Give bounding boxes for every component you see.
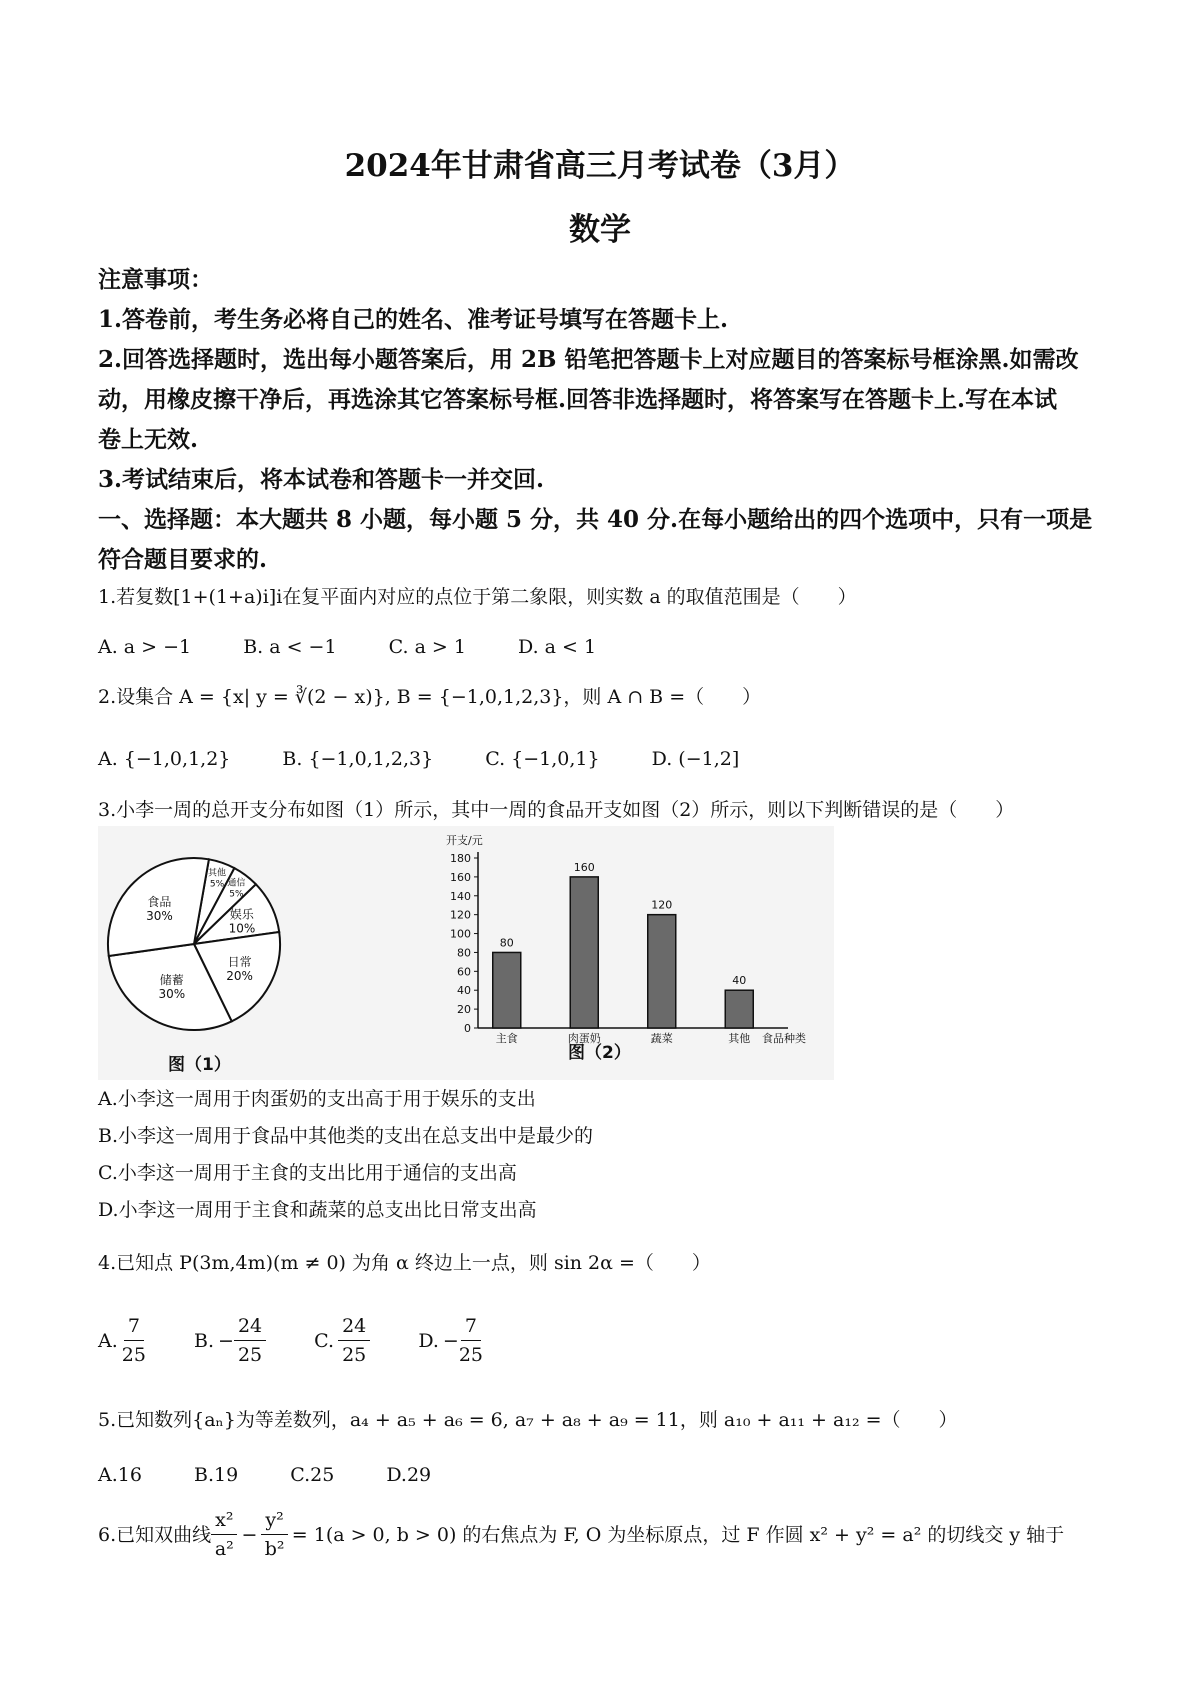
note-item-2-line-2: 动，用橡皮擦干净后，再选涂其它答案标号框.回答非选择题时，将答案写在答题卡上.写在本试 — [98, 386, 1058, 413]
fraction-numerator: 7 — [124, 1312, 144, 1341]
question-4-option-a — [98, 1312, 146, 1369]
question-5-option-a: A.16 — [98, 1464, 142, 1486]
question-2-option-c: C. {−1,0,1} — [485, 748, 600, 770]
question-4-options — [98, 1312, 525, 1369]
bar-y-axis-label: 开支/元 — [446, 834, 483, 847]
option-label: D. — [418, 1329, 439, 1352]
pie-label: 日常 — [227, 955, 252, 970]
fraction-denominator: 25 — [237, 1344, 263, 1366]
option-fraction — [338, 1312, 370, 1369]
question-1-option-b: B. a < −1 — [243, 636, 337, 658]
pie-value-label: 30% — [146, 909, 173, 924]
question-3-option-a: A.小李这一周用于肉蛋奶的支出高于用于娱乐的支出 — [98, 1088, 536, 1110]
question-5-options — [98, 1460, 477, 1490]
bar-value-label: 40 — [732, 974, 747, 988]
bar-y-tick-label: 20 — [457, 1003, 471, 1017]
bar-figure-caption: 图（2） — [568, 1043, 631, 1063]
bar-y-tick-label: 180 — [450, 852, 471, 865]
question-6-fraction-y — [261, 1506, 287, 1563]
bar-category-label: 蔬菜 — [650, 1032, 673, 1045]
question-5-option-b: B.19 — [193, 1464, 239, 1486]
pie-value-label: 30% — [158, 986, 186, 1001]
note-item-2-line-3: 卷上无效. — [98, 426, 199, 453]
question-2-option-a: A. {−1,0,1,2} — [98, 748, 231, 770]
question-6-suffix: = 1(a > 0, b > 0) 的右焦点为 F, O 为坐标原点，过 F 作圆 x² + y² = a² 的切线交 y 轴于 — [291, 1523, 1065, 1546]
bar-1 — [493, 952, 521, 1028]
question-6-stem — [98, 1506, 1108, 1563]
note-item-1: 1.答卷前，考生务必将自己的姓名、准考证号填写在答题卡上. — [98, 306, 729, 333]
fraction-numerator: 24 — [234, 1312, 266, 1341]
question-4-option-b — [194, 1312, 266, 1369]
pie-label: 储蓄 — [159, 972, 184, 987]
section-heading-line-1: 一、选择题：本大题共 8 小题，每小题 5 分，共 40 分.在每小题给出的四个选项中，只有一项是 — [98, 506, 1093, 533]
option-label: C. — [314, 1329, 335, 1352]
question-1-option-a: A. a > −1 — [98, 636, 192, 658]
pie-label: 食品 — [147, 895, 172, 910]
option-label: A. — [98, 1329, 118, 1352]
option-fraction — [122, 1312, 146, 1369]
question-4-stem: 4.已知点 P(3m,4m)(m ≠ 0) 为角 α 终边上一点，则 sin 2α =（ ） — [98, 1252, 711, 1274]
fraction-numerator: y² — [261, 1506, 287, 1535]
question-2-options — [98, 744, 785, 774]
question-3-stem: 3.小李一周的总开支分布如图（1）所示，其中一周的食品开支如图（2）所示，则以下判断错误的是（ ） — [98, 799, 1015, 821]
pie-label: 娱乐 — [229, 907, 254, 922]
question-3-option-b: B.小李这一周用于食品中其他类的支出在总支出中是最少的 — [98, 1125, 594, 1147]
question-2-option-b: B. {−1,0,1,2,3} — [282, 748, 434, 770]
question-1-option-c: C. a > 1 — [388, 636, 466, 658]
pie-figure-caption: 图（1） — [168, 1055, 231, 1075]
question-1-options — [98, 632, 642, 662]
fraction-denominator: 25 — [342, 1344, 367, 1366]
pie-label: 通信 — [227, 878, 246, 889]
fraction-denominator: 25 — [458, 1344, 484, 1366]
option-sign: − — [442, 1329, 459, 1352]
bar-value-label: 120 — [651, 898, 673, 912]
bar-4 — [725, 990, 753, 1028]
option-fraction — [234, 1312, 266, 1369]
bar-y-tick-label: 120 — [450, 908, 471, 922]
pie-value-label: 5% — [229, 889, 244, 900]
bar-y-tick-label: 40 — [457, 984, 471, 998]
bar-y-tick-label: 0 — [464, 1022, 471, 1035]
fraction-numerator: x² — [211, 1506, 237, 1535]
question-5-stem: 5.已知数列{aₙ}为等差数列，a₄ + a₅ + a₆ = 6, a₇ + a₈ + a₉ = 11，则 a₁₀ + a₁₁ + a₁₂ =（ ） — [98, 1409, 958, 1431]
notes-heading: 注意事项： — [98, 266, 213, 293]
option-label: B. — [194, 1329, 215, 1352]
bar-x-axis-label: 食品种类 — [762, 1032, 806, 1045]
bar-category-label: 肉蛋奶 — [567, 1032, 601, 1045]
notes-section — [98, 260, 1108, 580]
bar-category-label: 主食 — [495, 1032, 518, 1045]
bar-3 — [648, 915, 676, 1028]
note-item-3: 3.考试结束后，将本试卷和答题卡一并交回. — [98, 466, 545, 493]
option-sign: − — [218, 1329, 234, 1352]
note-item-2-line-1: 2.回答选择题时，选出每小题答案后，用 2B 铅笔把答题卡上对应题目的答案标号框涂黑.如需改 — [98, 346, 1079, 373]
question-6-minus: − — [241, 1523, 258, 1546]
question-1-stem: 1.若复数[1+(1+a)i]i在复平面内对应的点位于第二象限，则实数 a 的取值范围是（ ） — [98, 586, 857, 608]
bar-y-tick-label: 140 — [450, 889, 471, 903]
question-4-option-c — [314, 1312, 370, 1369]
exam-title: 2024年甘肃省高三月考试卷（3月） — [344, 148, 856, 184]
bar-category-label: 其他 — [728, 1032, 751, 1045]
bar-value-label: 80 — [499, 936, 514, 950]
question-3-option-c: C.小李这一周用于主食的支出比用于通信的支出高 — [98, 1162, 517, 1184]
pie-value-label: 20% — [226, 969, 253, 984]
question-4-option-d — [418, 1312, 483, 1369]
question-6-prefix: 6.已知双曲线 — [98, 1523, 212, 1546]
figure-svg — [98, 826, 834, 1080]
fraction-denominator: 25 — [121, 1344, 146, 1366]
question-2-option-d: D. (−1,2] — [651, 748, 740, 770]
fraction-numerator: 24 — [338, 1312, 370, 1341]
question-2-stem: 2.设集合 A = {x| y = ∛(2 − x)}, B = {−1,0,1,2,3}，则 A ∩ B =（ ） — [98, 686, 762, 708]
section-heading-line-2: 符合题目要求的. — [98, 546, 268, 573]
exam-subject: 数学 — [569, 212, 631, 248]
fraction-denominator: a² — [214, 1538, 234, 1560]
bar-y-tick-label: 100 — [450, 927, 471, 941]
question-3-option-d: D.小李这一周用于主食和蔬菜的总支出比日常支出高 — [98, 1199, 537, 1221]
pie-value-label: 5% — [209, 879, 225, 890]
bar-value-label: 160 — [573, 860, 595, 874]
question-1-option-d: D. a < 1 — [518, 636, 597, 658]
fraction-numerator: 7 — [461, 1312, 481, 1341]
pie-label: 其他 — [207, 868, 227, 879]
question-3-figure — [98, 826, 834, 1080]
bar-y-tick-label: 160 — [450, 870, 471, 884]
bar-y-tick-label: 80 — [457, 946, 471, 960]
fraction-denominator: b² — [264, 1538, 285, 1560]
option-fraction — [459, 1312, 483, 1369]
question-6-fraction-x — [211, 1506, 237, 1563]
bar-y-tick-label: 60 — [457, 965, 471, 979]
question-5-option-c: C.25 — [290, 1464, 335, 1486]
pie-value-label: 10% — [228, 921, 256, 936]
question-5-option-d: D.29 — [386, 1464, 432, 1486]
bar-2 — [570, 877, 598, 1028]
